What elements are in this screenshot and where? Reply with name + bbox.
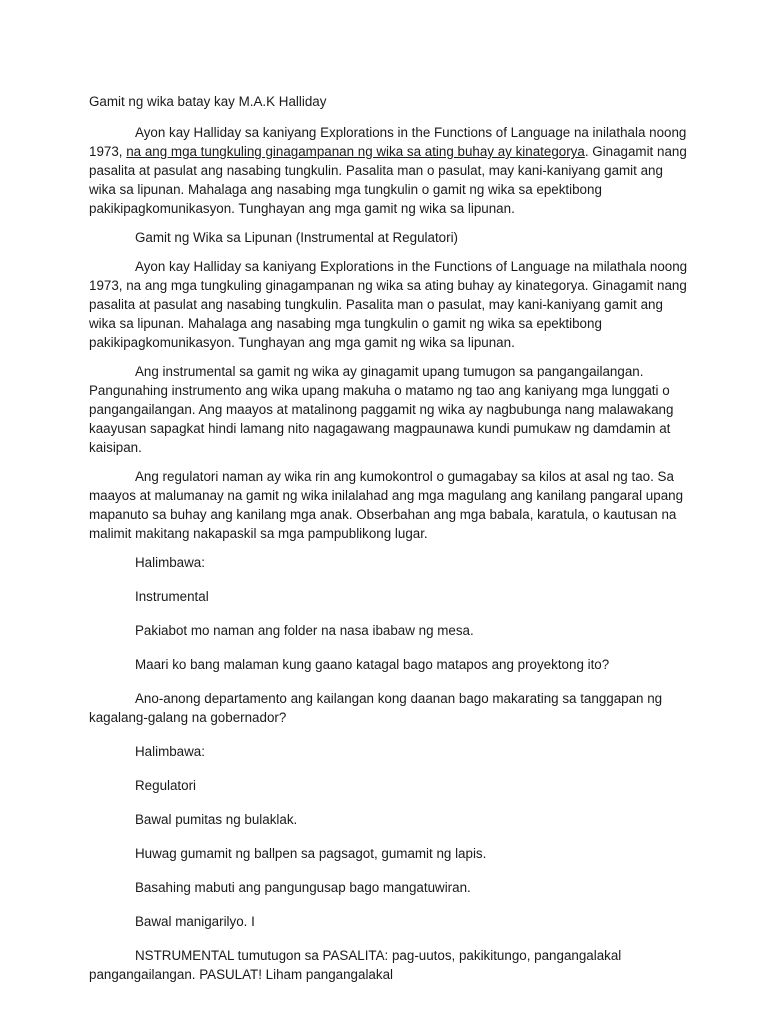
instrumental-example-2: Maari ko bang malaman kung gaano katagal bago matapos ang proyektong ito? (135, 657, 610, 672)
instrumental-example-3: Ano-anong departamento ang kailangan kong daanan bago makarating sa tanggapan ng kagalang-galang na gobernador? (89, 691, 663, 725)
section-subheading: Gamit ng Wika sa Lipunan (Instrumental at Regulatori) (135, 230, 459, 245)
regulatori-example-4: Bawal manigarilyo. I (135, 914, 255, 929)
regulatori-example-3: Basahing mabuti ang pangungusap bago mangatuwiran. (135, 880, 471, 895)
final-paragraph: NSTRUMENTAL tumutugon sa PASALITA: pag-uutos, pakikitungo, pangangalakal pangangailangan. PASULAT! Liham pangangalakal (89, 948, 622, 982)
document-page (89, 92, 689, 994)
paragraph-intro-end: . Ginagamit nang pasalita at pasulat ang nasabing tungkulin. Pasalita man o pasulat, may kani-kaniyang gamit ang wika sa lipunan. Mahalaga ang nasabing mga tungkulin o gamit ng wika sa epektibong pakikipagkomunikasyon. Tunghayan ang mga gamit ng wika sa lipunan. (89, 144, 687, 216)
paragraph-intro-start: Ayon kay Halliday sa kaniyang Explorations in the Functions of Language na inilathala noong 1973, (89, 125, 687, 159)
example-label-regulatori: Halimbawa: (135, 744, 205, 759)
paragraph-regulatori: Ang regulatori naman ay wika rin ang kumokontrol o gumagabay sa kilos at asal ng tao. Sa maayos at malumanay na gamit ng wika inilalahad ang mga magulang ang kanilang pangaral upang mapanuto sa buhay ang kanilang mga anak. Obserbahan ang mga babala, karatula, o kautusan na malimit makitang nakapaskil sa mga pampublikong lugar. (89, 469, 684, 541)
paragraph-halliday: Ayon kay Halliday sa kaniyang Explorations in the Functions of Language na milathala noong 1973, na ang mga tungkuling ginagampanan ng wika sa ating buhay ay kinategorya. Ginagamit nang pasalita at pasulat ang nasabing tungkulin. Pasalita man o pasulat, may kani-kaniyang gamit ang wika sa lipunan. Mahalaga ang nasabing mga tungkulin o gamit ng wika sa epektibong pakikipagkomunikasyon. Tunghayan ang mga gamit ng wika sa lipunan. (89, 259, 688, 350)
example-label-instrumental: Halimbawa: (135, 555, 205, 570)
regulatori-heading: Regulatori (135, 778, 197, 793)
instrumental-example-1: Pakiabot mo naman ang folder na nasa ibabaw ng mesa. (135, 623, 474, 638)
regulatori-example-1: Bawal pumitas ng bulaklak. (135, 812, 298, 827)
document-title: Gamit ng wika batay kay M.A.K Halliday (89, 94, 327, 109)
regulatori-example-2: Huwag gumamit ng ballpen sa pagsagot, gumamit ng lapis. (135, 846, 487, 861)
instrumental-heading: Instrumental (135, 589, 209, 604)
paragraph-instrumental: Ang instrumental sa gamit ng wika ay ginagamit upang tumugon sa pangangailangan. Pangunahing instrumento ang wika upang makuha o matamo ng tao ang kaniyang mga lunggati o pangangailangan. Ang maayos at matalinong paggamit ng wika ay nagbubunga nang malawakang kaayusan sapagkat hindi lamang nito nagagawang magpaunawa kundi pumukaw ng damdamin at kaisipan. (89, 364, 674, 455)
paragraph-intro (89, 123, 689, 218)
underlined-phrase: na ang mga tungkuling ginagampanan ng wika sa ating buhay ay kinategorya (126, 144, 585, 159)
